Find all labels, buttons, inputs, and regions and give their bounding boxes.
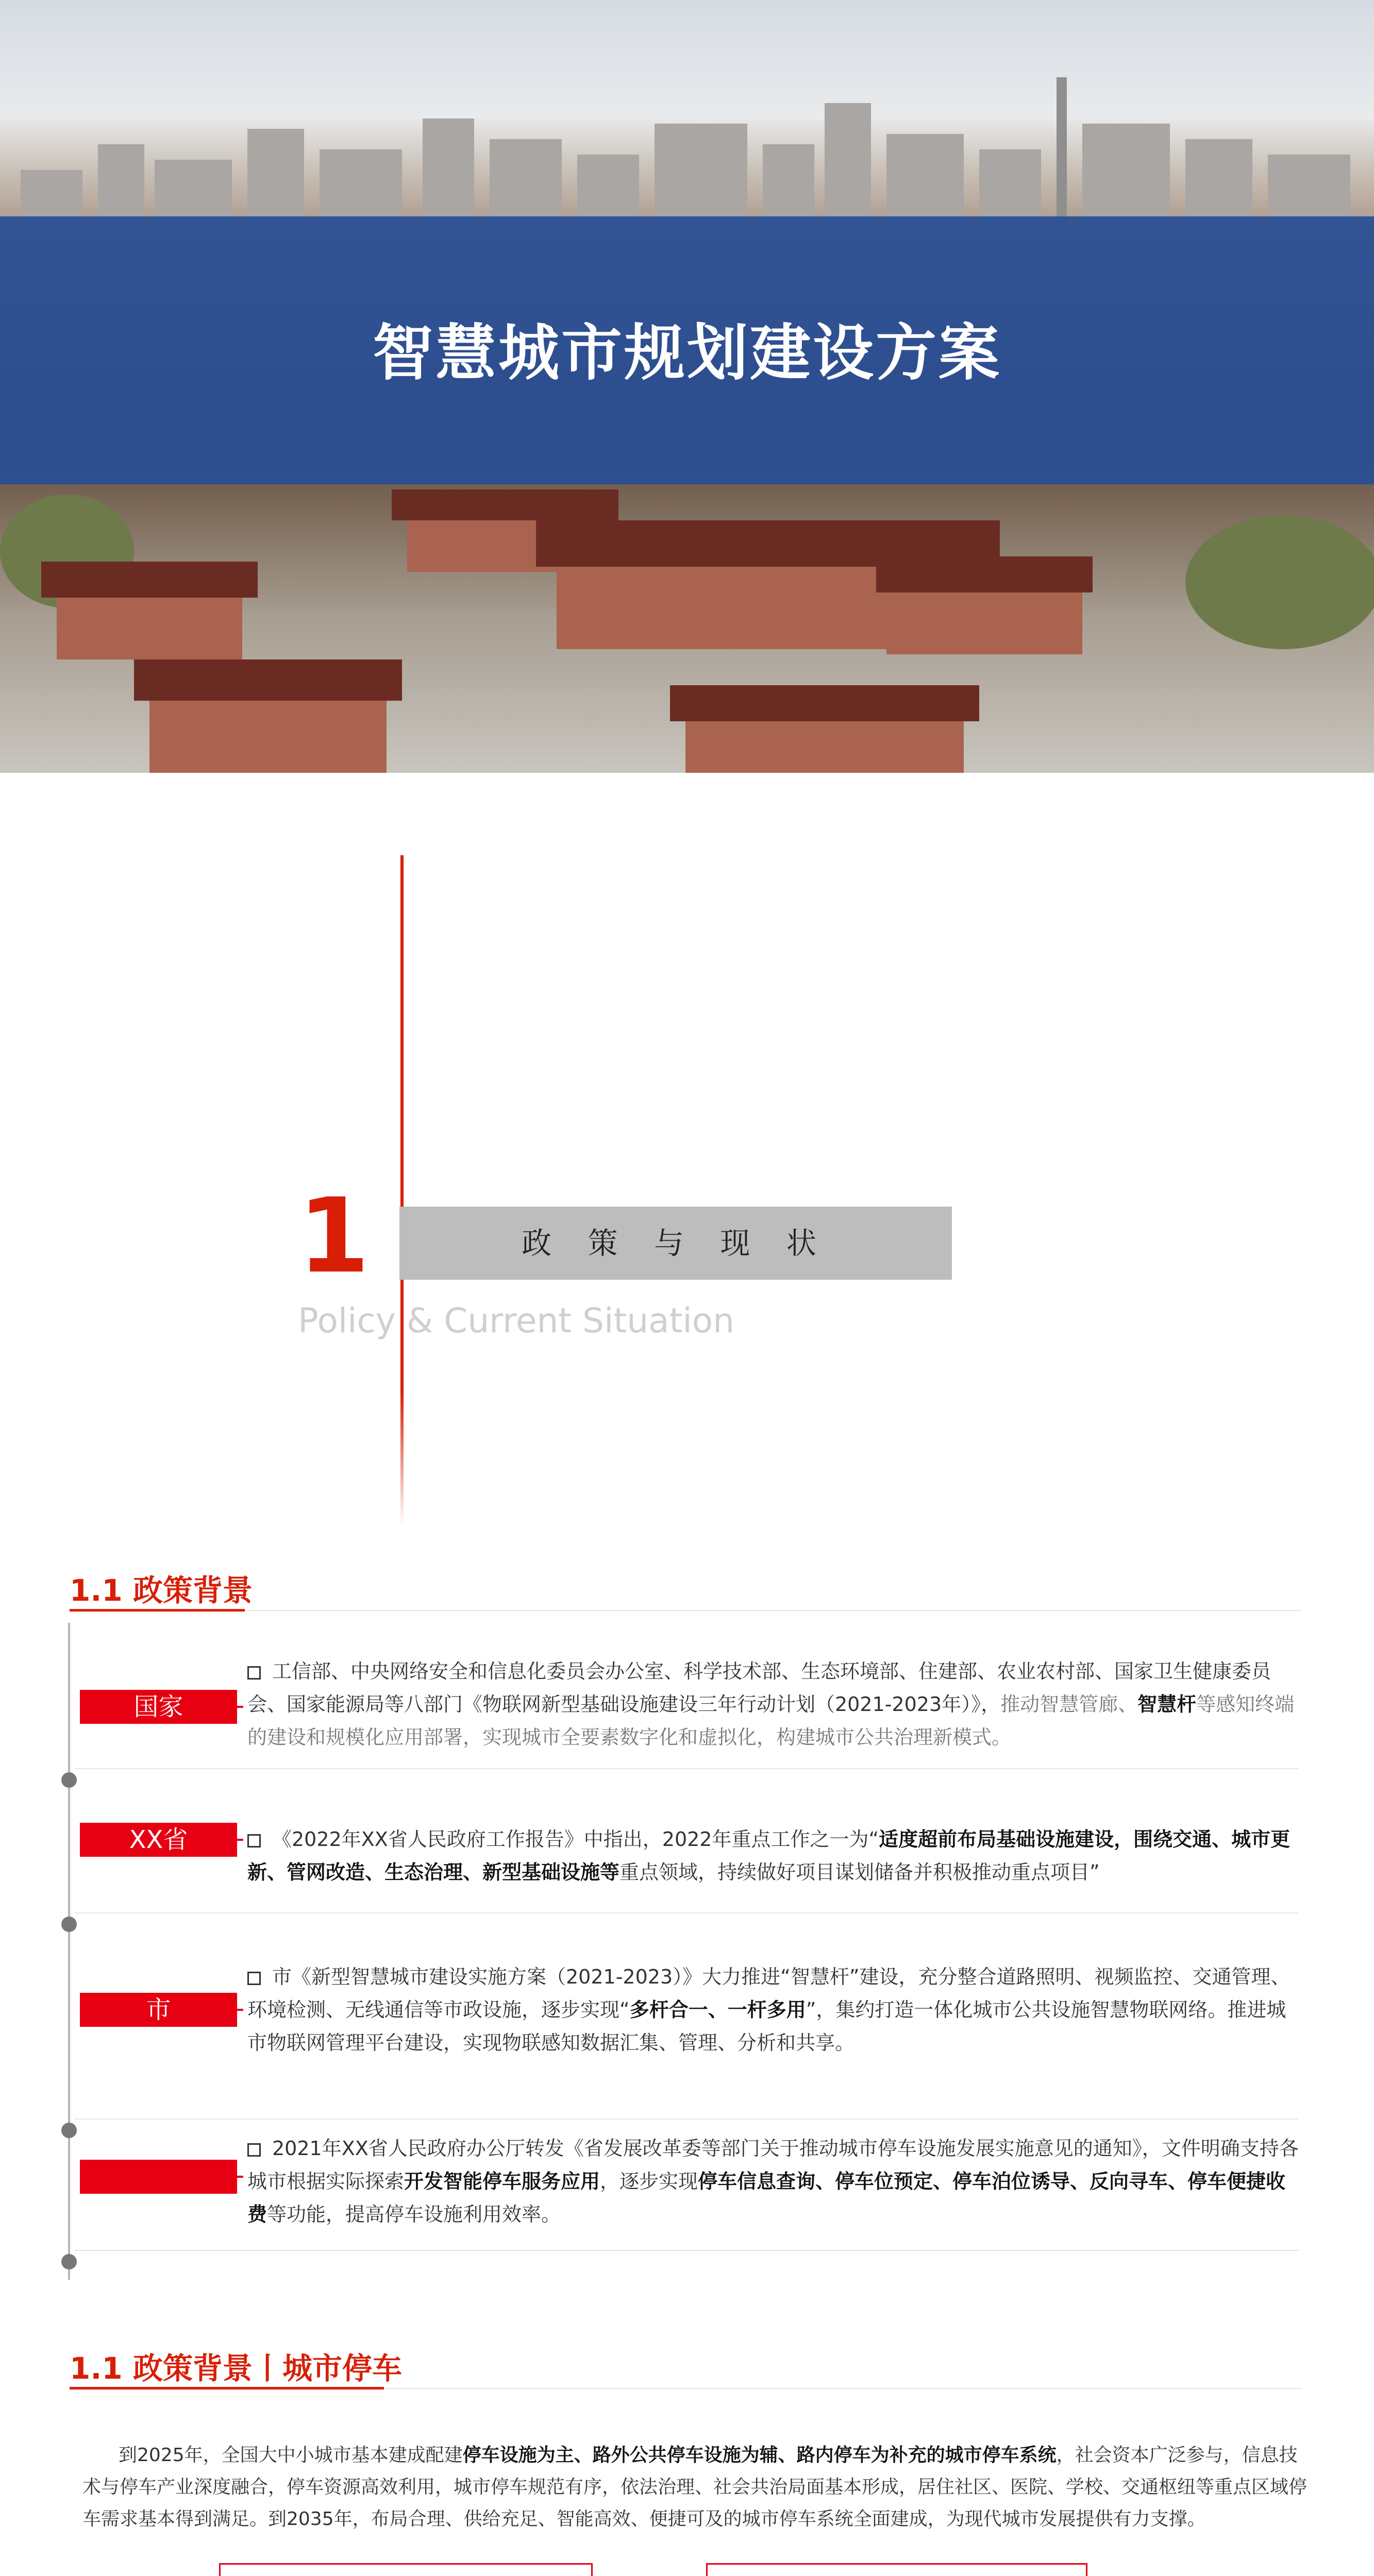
page-title: 智慧城市规划建设方案 [372,317,1001,388]
chapter-title-box [399,1207,952,1280]
section-rule [384,2388,1301,2389]
tag-national: 国家 [80,1690,237,1724]
tag-blank [80,2160,237,2194]
bullet-square-icon [247,1972,261,1985]
timeline-dot [61,2254,77,2269]
bullet-square-icon [247,1834,261,1848]
chapter-subtitle-en: Policy & Current Situation [298,1301,734,1341]
timeline-dot [61,2123,77,2138]
skyline [0,77,1374,227]
chapter-title: 政 策 与 现 状 [522,1226,830,1261]
doc-state-council [219,2563,593,2576]
timeline-axis [68,1623,70,2280]
section-underline [70,1609,245,1612]
section-rule [245,1610,1301,1611]
timeline-dot [61,1772,77,1788]
policy-item-city: 市《新型智慧城市建设实施方案（2021-2023）》大力推进“智慧杆”建设，充分整合道路照明、视频监控、交通管理、环境检测、无线通信等市政设施，逐步实现“多杆合一、一杆多用”，集约打造一体化城市公共设施智慧物联网络。推进城市物联网管理平台建设，实现物联感知数据汇集、管理、分析和共享。 [247,1965,1291,2054]
bullet-square-icon [247,2143,261,2157]
chapter-number: 1 [298,1176,370,1296]
policy-item-province: 《2022年XX省人民政府工作报告》中指出，2022年重点工作之一为“适度超前布局基础设施建设，围绕交通、城市更新、管网改造、生态治理、新型基础设施等重点领域，持续做好项目谋划储备并积极推动重点项目” [247,1828,1291,1884]
section-underline [70,2387,384,2389]
tag-province: XX省 [80,1823,237,1857]
section-heading-policy: 1.1 政策背景 [70,1573,253,1608]
chapter-divider-line [400,855,404,1525]
section-heading-parking: 1.1 政策背景丨城市停车 [70,2351,402,2386]
doc-shaanxi [706,2563,1087,2576]
policy-item-national: 工信部、中央网络安全和信息化委员会办公室、科学技术部、生态环境部、住建部、农业农村部、国家卫生健康委员会、国家能源局等八部门《物联网新型基础设施建设三年行动计划（2021-2023年）》，推动智慧管廊、智慧杆等感知终端的建设和规模化应用部署，实现城市全要素数字化和虚拟化，构建城市公共治理新模式。 [247,1660,1295,1749]
bullet-square-icon [247,1666,261,1680]
hero-banner [0,0,1374,773]
timeline-dot [61,1917,77,1932]
policy-item-parking: 2021年XX省人民政府办公厅转发《省发展改革委等部门关于推动城市停车设施发展实施意见的通知》，文件明确支持各城市根据实际探索开发智能停车服务应用，逐步实现停车信息查询、停车位预定、停车泊位诱导、反向寻车、停车便捷收费等功能，提高停车设施利用效率。 [247,2137,1299,2226]
parking-paragraph: 到2025年，全国大中小城市基本建成配建停车设施为主、路外公共停车设施为辅、路内停车为补充的城市停车系统，社会资本广泛参与，信息技术与停车产业深度融合，停车资源高效利用，城市停车规范有序，依法治理、社会共治局面基本形成，居住社区、医院、学校、交通枢纽等重点区域停车需求基本得到满足。到2035年，布局合理、供给充足、智能高效、便捷可及的城市停车系统全面建成，为现代城市发展提供有力支撑。 [82,2445,1308,2530]
tag-city: 市 [80,1993,237,2027]
